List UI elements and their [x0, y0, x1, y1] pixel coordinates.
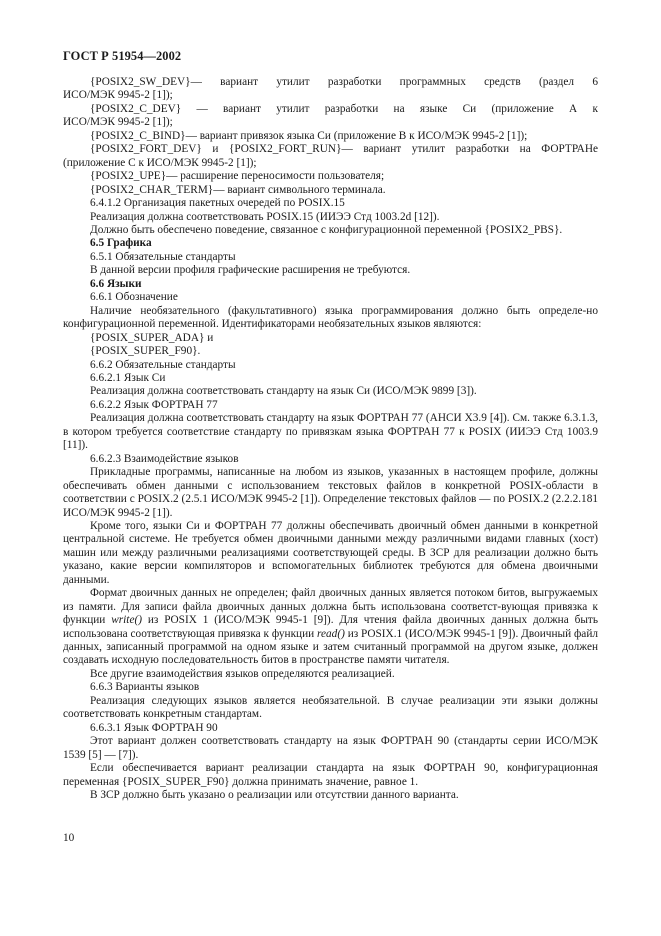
subsection-heading: 6.6.2.2 Язык ФОРТРАН 77	[90, 398, 218, 411]
document-body	[63, 76, 598, 802]
paragraph: {POSIX2_UPE}— расширение переносимости пользователя;	[90, 170, 385, 183]
subsection-heading: 6.6.3.1 Язык ФОРТРАН 90	[90, 721, 218, 734]
paragraph: Реализация должна соответствовать стандарту на язык Си (ИСО/МЭК 9899 [3]).	[90, 385, 477, 398]
subsection-heading: 6.6.2.1 Язык Си	[90, 371, 166, 384]
paragraph: Реализация должна соответствовать POSIX.15 (ИИЭЭ Стд 1003.2d [12]).	[90, 210, 440, 223]
paragraph: Кроме того, языки Си и ФОРТРАН 77 должны обеспечивать двоичный обмен данными в конкретной центральной системе. Не требуется обмен двоичными данными между различными видами главных (хост) машин или между различными реализациями соответствующей среды. В ЗСР для реализации должно быть указано, какие версии компиляторов и вспомогательных библиотек требуются для обмена двоичными данными.	[63, 519, 598, 586]
paragraph: {POSIX2_CHAR_TERM}— вариант символьного терминала.	[90, 183, 386, 196]
subsection-heading: 6.5.1 Обязательные стандарты	[90, 250, 236, 263]
paragraph: Все другие взаимодействия языков определяются реализацией.	[90, 667, 395, 680]
function-name: write()	[111, 614, 142, 627]
paragraph: {POSIX_SUPER_ADA} и	[90, 331, 214, 344]
subsection-heading: 6.6.3 Варианты языков	[90, 681, 200, 694]
document-header: ГОСТ Р 51954—2002	[63, 49, 182, 63]
subsection-heading: 6.6.2.3 Взаимодействие языков	[90, 452, 239, 465]
paragraph: ИСО/МЭК 9945-2 [1]);	[63, 116, 173, 129]
paragraph: В данной версии профиля графические расширения не требуются.	[90, 264, 411, 277]
text-run: из POSIX 1 (ИСО/МЭК 9945-1 [9]). Для чтения файла двоичных данных должна быть использована соответствующая привязка к функции	[63, 614, 598, 640]
page-number: 10	[63, 832, 75, 844]
text-run: из POSIX.1 (ИСО/МЭК 9945-1 [9]). Двоичный файл данных, записанный программой на одном языке и затем считанный программой на другом языке, должен создавать исходную последовательность битов в пространстве памяти читателя.	[63, 627, 598, 667]
paragraph: Если обеспечивается вариант реализации стандарта на язык ФОРТРАН 90, конфигурационная переменная {POSIX_SUPER_F90} должна принимать значение, равное 1.	[63, 762, 598, 788]
paragraph: Наличие необязательного (факультативного) языка программирования должно быть определе-но конфигурационной переменной. Идентификаторами необязательных языков являются:	[63, 304, 598, 331]
section-heading-text: 6.5 Графика	[90, 237, 152, 250]
paragraph: {POSIX2_C_DEV} — вариант утилит разработки на языке Си (приложение А к	[90, 102, 598, 115]
subsection-heading: 6.6.1 Обозначение	[90, 291, 178, 304]
paragraph: {POSIX_SUPER_F90}.	[90, 345, 201, 358]
paragraph: Этот вариант должен соответствовать стандарту на язык ФОРТРАН 90 (стандарты серии ИСО/МЭК 1539 [5] — [7]).	[63, 735, 598, 761]
paragraph: Реализация должна соответствовать стандарту на язык ФОРТРАН 77 (АНСИ X3.9 [4]). См. также 6.3.1.3, в котором требуется соответствие стандарту по привязкам языка ФОРТРАН 77 к POSIX (ИИЭЭ Стд 1003.9 [11]).	[63, 412, 598, 452]
paragraph: {POSIX2_FORT_DEV} и {POSIX2_FORT_RUN}— вариант утилит разработки на ФОРТРАНе (приложение С к ИСО/МЭК 9945-2 [1]);	[63, 143, 598, 169]
subsection-heading: 6.6.2 Обязательные стандарты	[90, 358, 236, 371]
section-heading-text: 6.6 Языки	[90, 277, 142, 290]
paragraph: Должно быть обеспечено поведение, связанное с конфигурационной переменной {POSIX2_PBS}.	[90, 223, 563, 236]
text-run: Формат двоичных данных не определен; файл двоичных данных является потоком битов, выгружаемых из памяти. Для записи файла двоичных данных должна быть использована соответст-вующая привязка к функции	[63, 587, 598, 627]
function-name: read()	[317, 627, 345, 640]
section-heading	[63, 278, 598, 291]
paragraph: {POSIX2_C_BIND}— вариант привязок языка Си (приложение В к ИСО/МЭК 9945-2 [1]);	[90, 129, 528, 142]
paragraph: {POSIX2_SW_DEV}— вариант утилит разработки программных средств (раздел 6	[90, 76, 598, 88]
paragraph: В ЗСР должно быть указано о реализации или отсутствии данного варианта.	[90, 789, 459, 802]
paragraph: Реализация следующих языков является необязательной. В случае реализации эти языки должны соответствовать конкретным стандартам.	[63, 694, 598, 721]
subsection-heading: 6.4.1.2 Организация пакетных очередей по POSIX.15	[90, 197, 345, 210]
paragraph	[63, 587, 598, 668]
paragraph: ИСО/МЭК 9945-2 [1]);	[63, 89, 173, 102]
paragraph: Прикладные программы, написанные на любом из языков, указанных в настоящем профиле, должны обеспечивать обмен данными с использованием текстовых файлов в конкретной POSIX-области в соответствии с POSIX.2 (2.5.1 ИСО/МЭК 9945-2 [1]). Определение текстовых файлов — по POSIX.2 (2.2.2.181 ИСО/МЭК 9945-2 [1]).	[63, 466, 598, 519]
section-heading	[63, 237, 598, 250]
